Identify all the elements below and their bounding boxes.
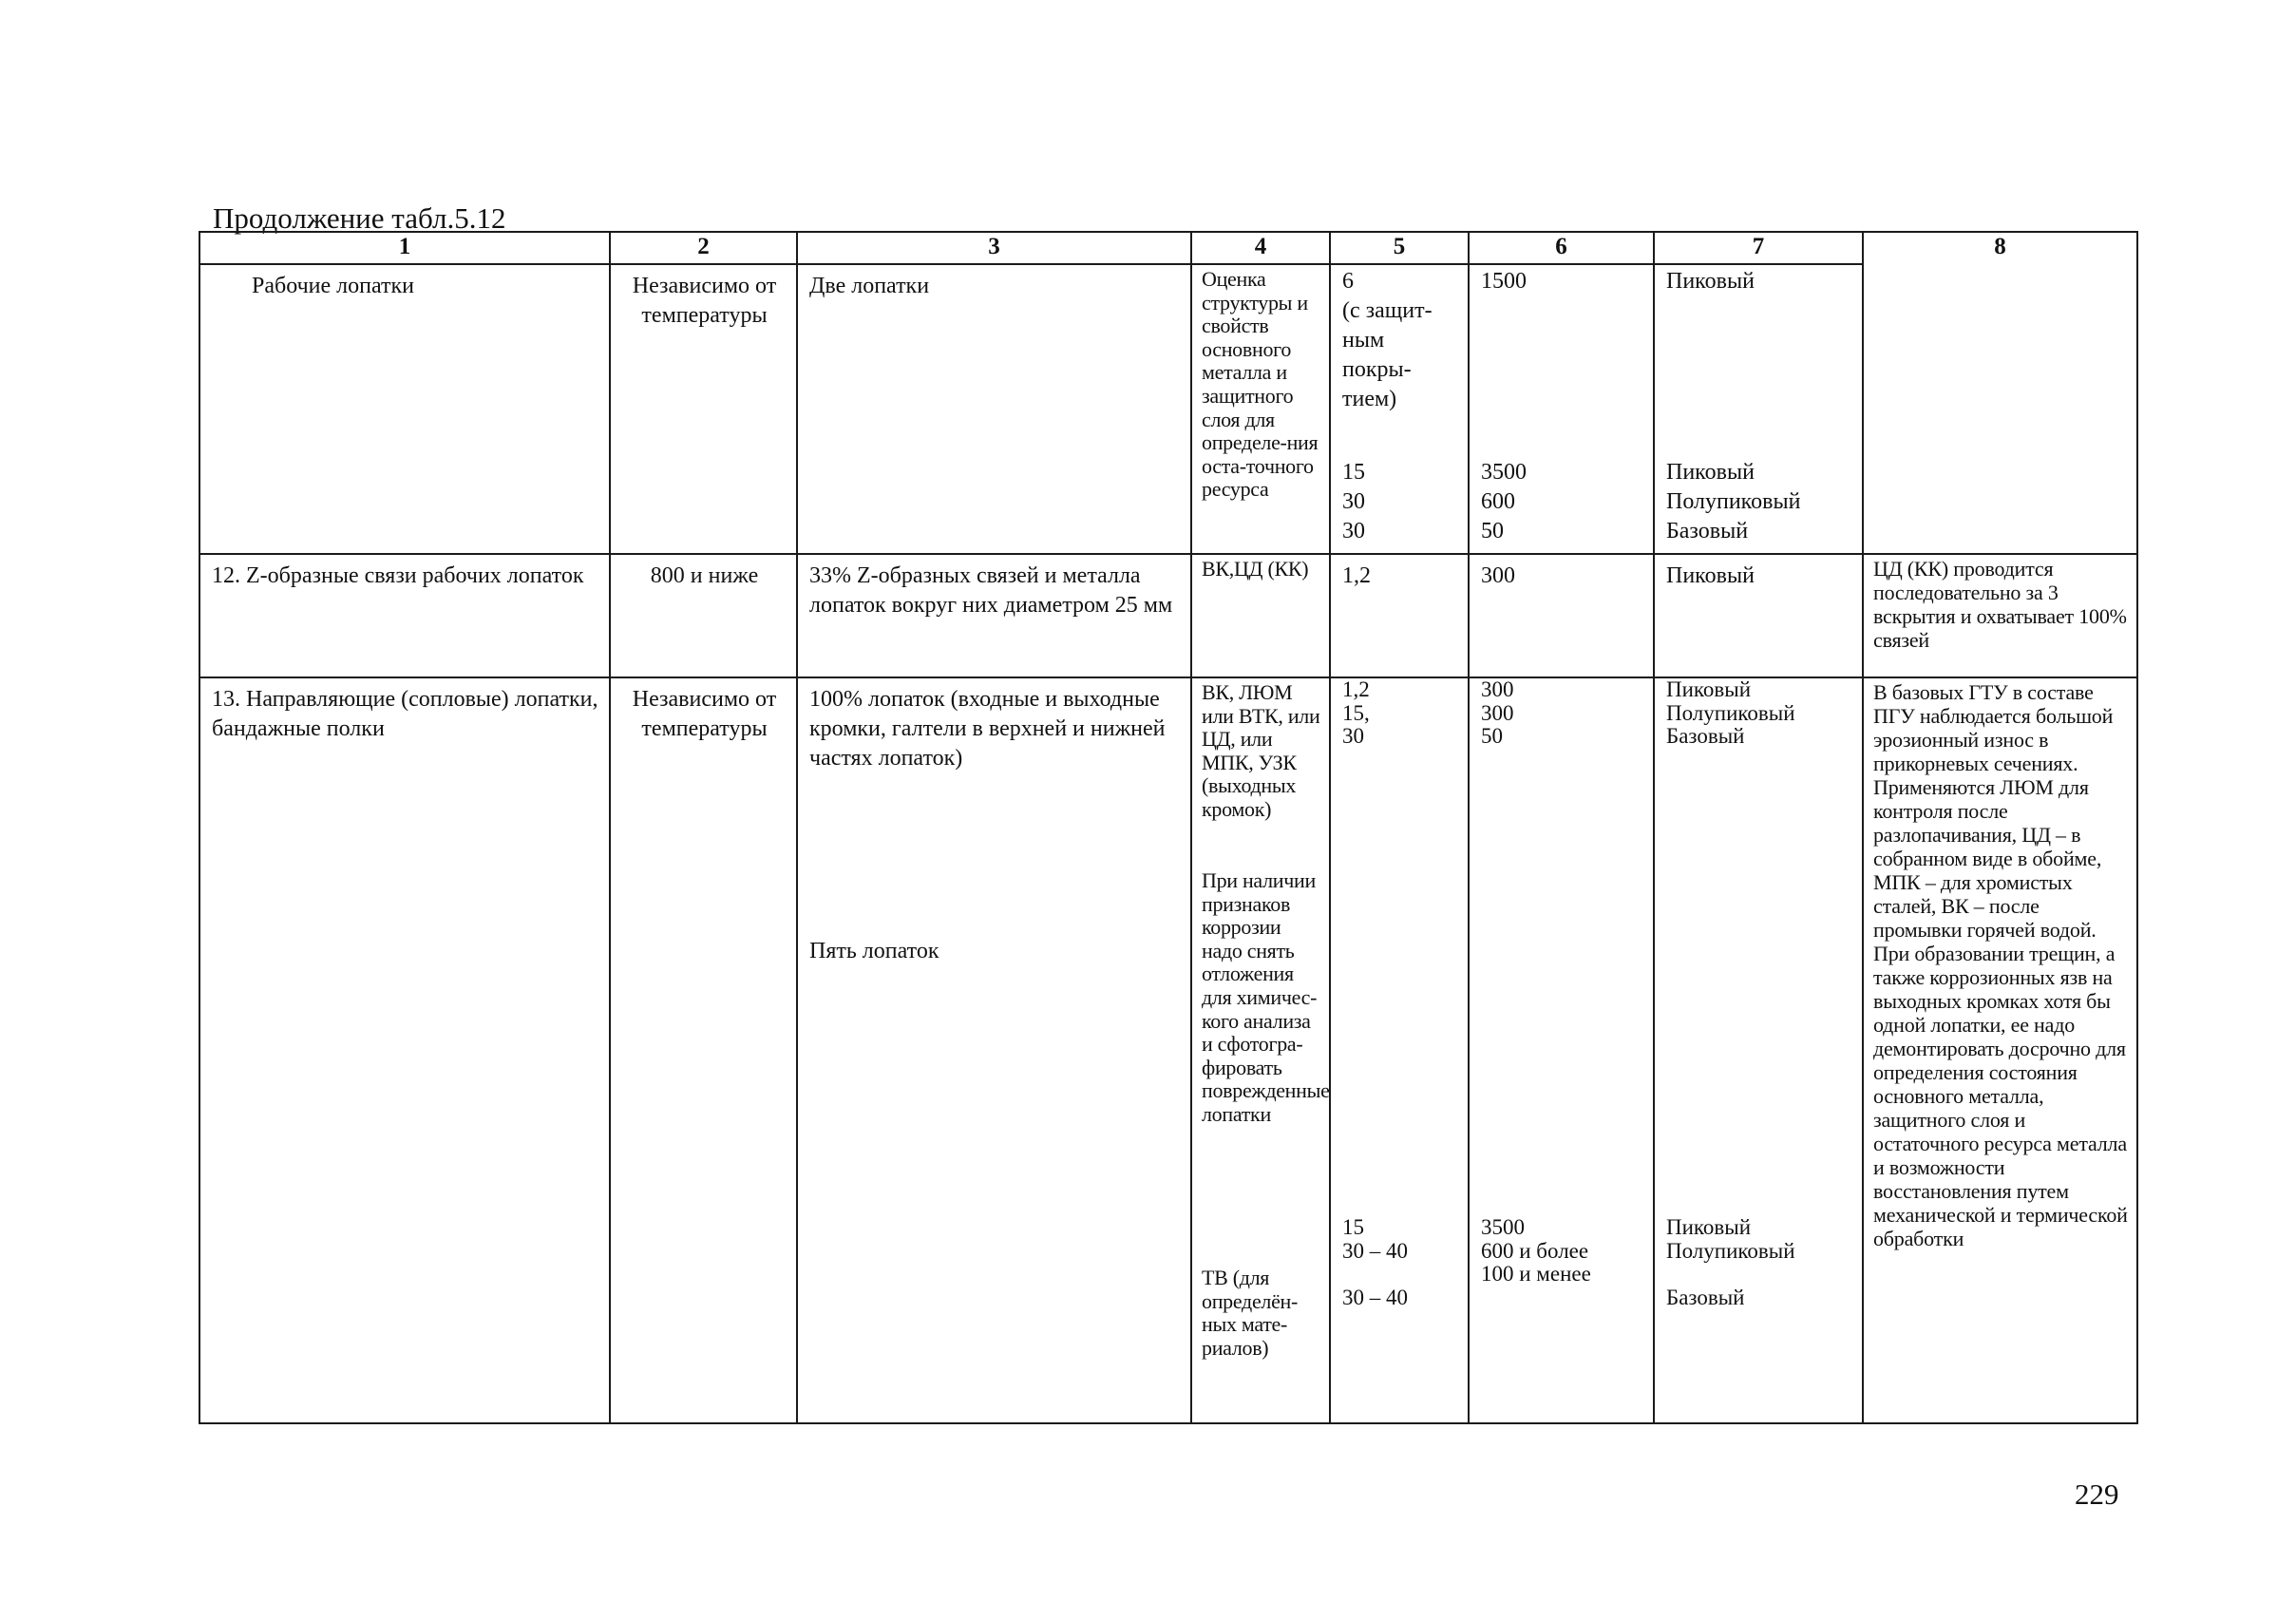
row3-method [1191, 677, 1330, 1423]
row1-starts [1469, 264, 1654, 554]
row3-scope-text-b: Пять лопаток [809, 939, 939, 963]
row2-starts [1469, 554, 1654, 677]
row1-starts-bottom: 3500 600 50 [1481, 460, 1527, 543]
row1-starts-top: 1500 [1481, 269, 1527, 294]
row3-method-text-a: ВК, ЛЮМ или ВТК, или ЦД, или МПК, УЗК (выходных кромок) [1202, 680, 1320, 821]
row2-object-text: 12. Z-образные связи рабочих лопаток [212, 563, 584, 588]
header-cell-1: 1 [199, 232, 610, 264]
header-cell-5: 5 [1330, 232, 1469, 264]
row1-object-text: Рабочие лопатки [252, 274, 414, 298]
row1-temperature [610, 264, 797, 554]
row2-temperature-text: 800 и ниже [650, 563, 759, 588]
row2-notes-text: ЦД (КК) проводится последовательно за 3 вскрытия и охватывает 100% связей [1873, 557, 2127, 652]
header-cell-4: 4 [1191, 232, 1330, 264]
row3-period-top: 1,2 15, 30 [1342, 677, 1370, 749]
row2-object [199, 554, 610, 677]
row3-starts-top: 300 300 50 [1481, 677, 1514, 749]
row2-mode [1654, 554, 1863, 677]
row3-mode-bottom: Пиковый Полупиковый Базовый [1666, 1215, 1795, 1309]
row3-temperature-text: Независимо от температуры [632, 687, 777, 741]
row1-notes [1863, 264, 2137, 554]
row1-period-top: 6 (с защит- ным покры- тием) [1342, 269, 1433, 411]
row1-mode-top: Пиковый [1666, 269, 1755, 294]
row3-method-text-c: ТВ (для определён-ных мате-риалов) [1202, 1266, 1299, 1360]
continuation-table [199, 231, 2138, 1424]
row2-scope-text: 33% Z-образных связей и металла лопаток вокруг них диаметром 25 мм [809, 563, 1173, 618]
row3-notes-text: В базовых ГТУ в составе ПГУ наблюдается большой эрозионный износ в прикорневых сечениях. Применяются ЛЮМ для контроля после разлопачивания, ЦД – в собранном виде в обойме, МПК – для хромистых сталей, ВК – после промывки горячей водой. При образовании трещин, а также коррозионных язв на выходных кромках хотя бы одной лопатки, ее надо демонтировать досрочно для определения состояния основного металла, защитного слоя и остаточного ресурса металла и возможности восстановления путем механической и термической обработки [1873, 680, 2128, 1250]
row2-method [1191, 554, 1330, 677]
row1-period [1330, 264, 1469, 554]
row1-scope-text: Две лопатки [809, 274, 930, 298]
row1-temperature-text: Независимо от температуры [632, 274, 777, 328]
table-caption: Продолжение табл.5.12 [213, 201, 506, 235]
row3-object-text: 13. Направляющие (сопловые) лопатки, бандажные полки [212, 687, 598, 741]
table-row [199, 554, 2137, 677]
row1-period-bottom: 15 30 30 [1342, 460, 1365, 543]
row1-object [199, 264, 610, 554]
page-number: 229 [2075, 1477, 2119, 1511]
header-cell-2: 2 [610, 232, 797, 264]
header-cell-6: 6 [1469, 232, 1654, 264]
header-cell-3: 3 [797, 232, 1191, 264]
table-row [199, 264, 2137, 554]
row2-mode-text: Пиковый [1666, 563, 1755, 588]
row3-mode-top: Пиковый Полупиковый Базовый [1666, 677, 1795, 749]
header-cell-8: 8 [1863, 232, 2137, 264]
row1-mode [1654, 264, 1863, 554]
row2-scope [797, 554, 1191, 677]
row2-temperature [610, 554, 797, 677]
row3-object [199, 677, 610, 1423]
row2-starts-text: 300 [1481, 563, 1515, 588]
row3-notes [1863, 677, 2137, 1423]
row3-starts-bottom: 3500 600 и более 100 и менее [1481, 1215, 1591, 1286]
row3-scope-text-a: 100% лопаток (входные и выходные кромки, галтели в верхней и нижней частях лопаток) [809, 687, 1166, 771]
row1-method [1191, 264, 1330, 554]
row3-method-text-b: При наличии признаков коррозии надо снять отложения для химичес-кого анализа и сфотогра-фировать поврежденные лопатки [1202, 868, 1330, 1126]
row2-period-text: 1,2 [1342, 563, 1371, 588]
row3-temperature [610, 677, 797, 1423]
table-row [199, 677, 2137, 1423]
row1-notes-text [1864, 264, 2136, 271]
header-row [199, 232, 2137, 264]
row1-method-text: Оценка структуры и свойств основного металла и защитного слоя для определе-ния оста-точного ресурса [1202, 267, 1319, 502]
row3-period [1330, 677, 1469, 1423]
row3-period-bottom: 15 30 – 40 30 – 40 [1342, 1215, 1408, 1309]
row1-mode-bottom: Пиковый Полупиковый Базовый [1666, 460, 1801, 543]
header-cell-7: 7 [1654, 232, 1863, 264]
row3-mode [1654, 677, 1863, 1423]
row3-starts [1469, 677, 1654, 1423]
row2-method-text: ВК,ЦД (КК) [1202, 557, 1309, 581]
row3-scope [797, 677, 1191, 1423]
row1-scope [797, 264, 1191, 554]
row2-period [1330, 554, 1469, 677]
row2-notes [1863, 554, 2137, 677]
